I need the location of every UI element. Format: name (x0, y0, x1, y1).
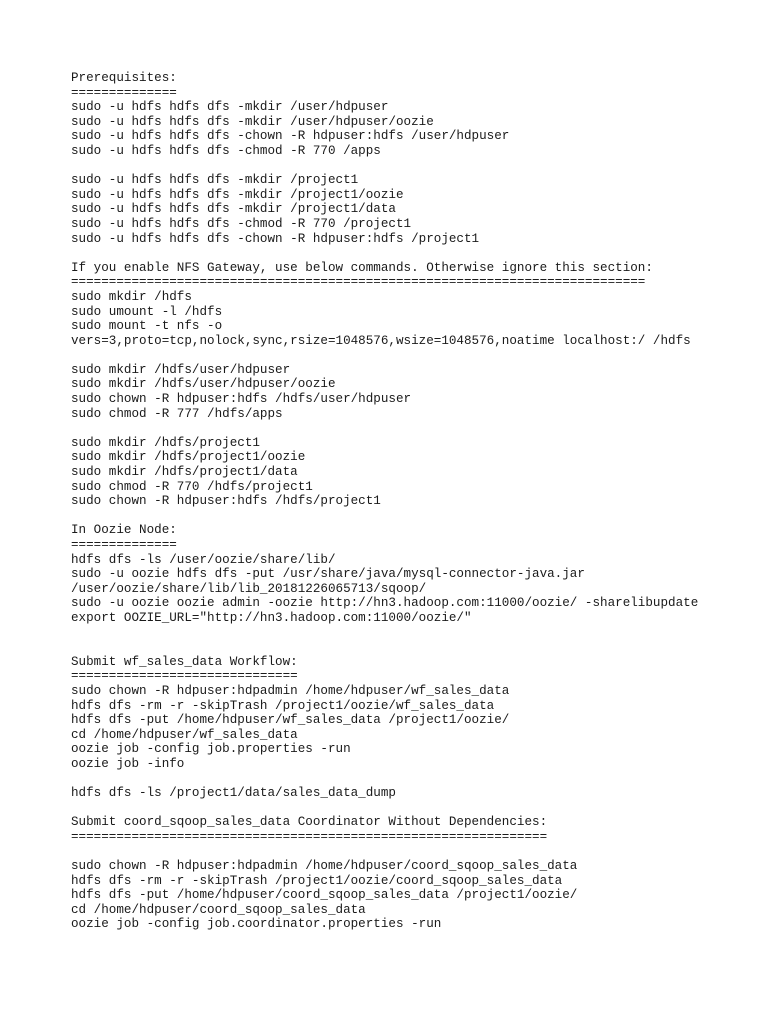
blank-line (71, 626, 731, 641)
heading-submit-coordinator: Submit coord_sqoop_sales_data Coordinator Without Dependencies: (71, 815, 548, 830)
heading-underline: ============== (71, 538, 177, 552)
command-line: sudo mkdir /hdfs/user/hdpuser/oozie (71, 377, 336, 392)
command-line: sudo mkdir /hdfs/project1/oozie (71, 450, 306, 465)
heading-underline: =============================================================== (71, 829, 548, 844)
blank-line (71, 844, 731, 859)
command-line: sudo -u hdfs hdfs dfs -mkdir /project1/oozie (71, 187, 404, 202)
command-line: sudo umount -l /hdfs (71, 304, 223, 319)
command-line: sudo chown -R hdpuser:hdpadmin /home/hdpuser/wf_sales_data (71, 683, 510, 698)
command-line: hdfs dfs -put /home/hdpuser/wf_sales_data /project1/oozie/ (71, 713, 510, 728)
heading-underline: ============================================================================ (71, 275, 646, 290)
command-line: sudo mkdir /hdfs/project1/data (71, 465, 298, 480)
command-line: sudo mkdir /hdfs/user/hdpuser (71, 362, 291, 377)
command-line: oozie job -config job.properties -run (71, 742, 351, 757)
command-line: hdfs dfs -ls /user/oozie/share/lib/ (71, 552, 336, 567)
command-line: sudo -u hdfs hdfs dfs -chmod -R 770 /apps (71, 143, 381, 158)
command-line: sudo -u hdfs hdfs dfs -mkdir /project1 (71, 173, 359, 188)
command-line: sudo chmod -R 777 /hdfs/apps (71, 406, 283, 421)
command-line: hdfs dfs -rm -r -skipTrash /project1/oozie/wf_sales_data (71, 698, 495, 713)
blank-line (71, 421, 731, 436)
blank-line (71, 801, 731, 816)
command-line: sudo -u hdfs hdfs dfs -chown -R hdpuser:hdfs /user/hdpuser (71, 129, 510, 144)
heading-oozie-node: In Oozie Node: (71, 523, 177, 538)
command-line: hdfs dfs -rm -r -skipTrash /project1/oozie/coord_sqoop_sales_data (71, 873, 563, 888)
heading-underline: ============== (71, 85, 177, 100)
command-line: sudo chown -R hdpuser:hdfs /hdfs/user/hdpuser (71, 392, 412, 407)
command-line: sudo -u oozie oozie admin -oozie http://hn3.hadoop.com:11000/oozie/ -sharelibupdate (71, 596, 699, 611)
heading-submit-workflow: Submit wf_sales_data Workflow: (71, 654, 298, 669)
command-line: sudo chmod -R 770 /hdfs/project1 (71, 479, 313, 494)
blank-line (71, 509, 731, 524)
blank-line (71, 159, 731, 174)
command-line: sudo chown -R hdpuser:hdfs /hdfs/project1 (71, 494, 381, 509)
command-line: sudo -u hdfs hdfs dfs -chmod -R 770 /project1 (71, 216, 412, 231)
heading-nfs-gateway: If you enable NFS Gateway, use below commands. Otherwise ignore this section: (71, 260, 653, 275)
blank-line (71, 246, 731, 261)
command-line: vers=3,proto=tcp,nolock,sync,rsize=1048576,wsize=1048576,noatime localhost:/ /hdfs (71, 333, 691, 348)
command-line: cd /home/hdpuser/coord_sqoop_sales_data (71, 902, 366, 917)
command-line: export OOZIE_URL="http://hn3.hadoop.com:11000/oozie/" (71, 610, 472, 625)
command-line: hdfs dfs -ls /project1/data/sales_data_dump (71, 786, 396, 801)
command-line: sudo -u hdfs hdfs dfs -mkdir /project1/data (71, 202, 396, 217)
command-line: sudo -u hdfs hdfs dfs -mkdir /user/hdpuser (71, 100, 389, 115)
command-line: oozie job -info (71, 756, 185, 771)
command-line: sudo chown -R hdpuser:hdpadmin /home/hdpuser/coord_sqoop_sales_data (71, 859, 578, 874)
command-line: sudo mkdir /hdfs (71, 289, 192, 304)
command-line: /user/oozie/share/lib/lib_20181226065713/sqoop/ (71, 581, 427, 596)
blank-line (71, 348, 731, 363)
command-line: oozie job -config job.coordinator.properties -run (71, 917, 442, 932)
command-line: hdfs dfs -put /home/hdpuser/coord_sqoop_sales_data /project1/oozie/ (71, 888, 578, 903)
command-line: sudo -u oozie hdfs dfs -put /usr/share/java/mysql-connector-java.jar (71, 567, 585, 582)
document-body (71, 71, 731, 932)
blank-line (71, 772, 731, 787)
command-line: sudo -u hdfs hdfs dfs -mkdir /user/hdpuser/oozie (71, 114, 434, 129)
command-line: cd /home/hdpuser/wf_sales_data (71, 727, 298, 742)
heading-underline: ============================== (71, 669, 298, 684)
command-line: sudo -u hdfs hdfs dfs -chown -R hdpuser:hdfs /project1 (71, 231, 480, 246)
command-line: sudo mkdir /hdfs/project1 (71, 435, 260, 450)
command-line: sudo mount -t nfs -o (71, 319, 223, 334)
heading-prerequisites: Prerequisites: (71, 71, 177, 85)
blank-line (71, 640, 731, 655)
